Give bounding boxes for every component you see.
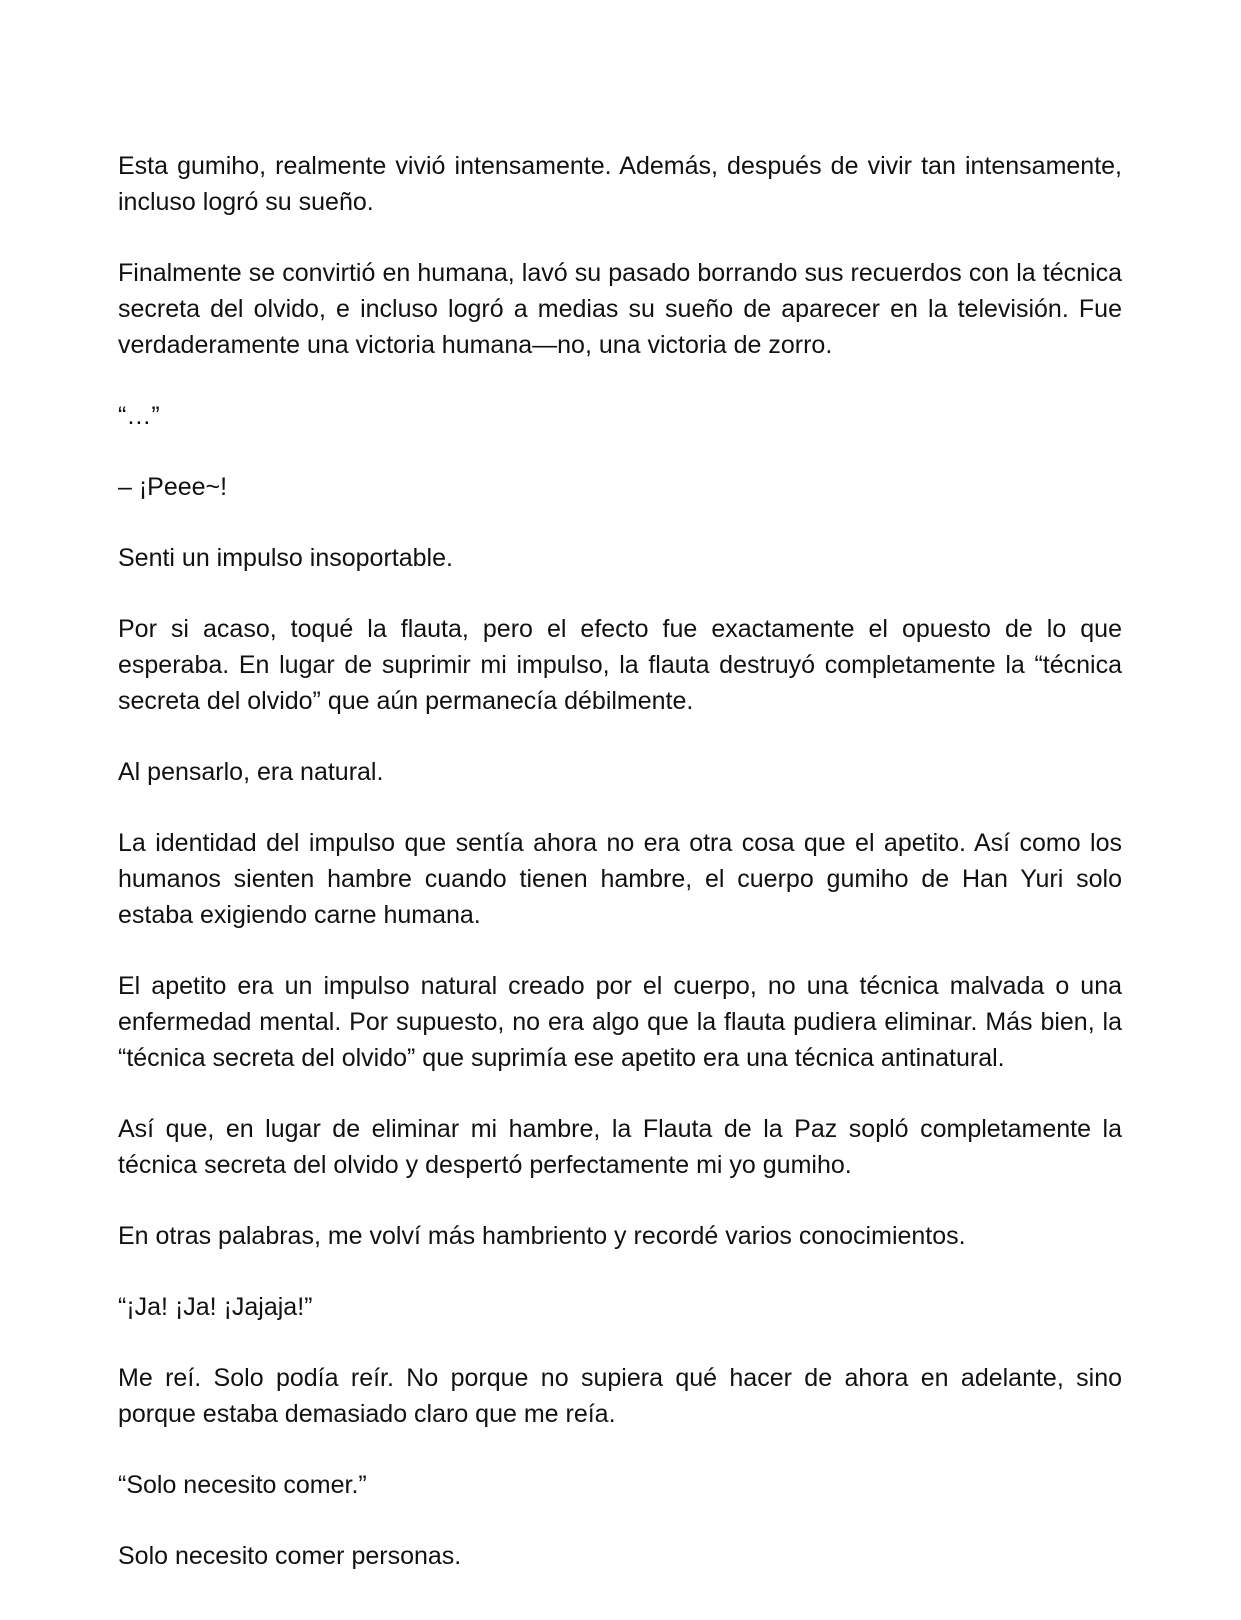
paragraph-12: “¡Ja! ¡Ja! ¡Jajaja!”: [118, 1293, 313, 1321]
paragraph-11: En otras palabras, me volví más hambriento y recordé varios conocimientos.: [118, 1222, 966, 1250]
paragraph-14: “Solo necesito comer.”: [118, 1471, 367, 1499]
paragraph-3: “…”: [118, 402, 160, 430]
paragraph-1: Esta gumiho, realmente vivió intensamente. Además, después de vivir tan intensamente, incluso logró su sueño.: [118, 152, 1122, 216]
paragraph-5: Senti un impulso insoportable.: [118, 544, 453, 572]
paragraph-9: El apetito era un impulso natural creado por el cuerpo, no una técnica malvada o una enfermedad mental. Por supuesto, no era algo que la flauta pudiera eliminar. Más bien, la “técnica secreta del olvido” que suprimía ese apetito era una técnica antinatural.: [118, 972, 1122, 1072]
paragraph-2: Finalmente se convirtió en humana, lavó su pasado borrando sus recuerdos con la técnica secreta del olvido, e incluso logró a medias su sueño de aparecer en la televisión. Fue verdaderamente una victoria humana—no, una victoria de zorro.: [118, 259, 1122, 359]
paragraph-8: La identidad del impulso que sentía ahora no era otra cosa que el apetito. Así como los humanos sienten hambre cuando tienen hambre, el cuerpo gumiho de Han Yuri solo estaba exigiendo carne humana.: [118, 829, 1122, 929]
paragraph-4: – ¡Peee~!: [118, 473, 228, 501]
paragraph-6: Por si acaso, toqué la flauta, pero el efecto fue exactamente el opuesto de lo que esperaba. En lugar de suprimir mi impulso, la flauta destruyó completamente la “técnica secreta del olvido” que aún permanecía débilmente.: [118, 615, 1122, 715]
paragraph-7: Al pensarlo, era natural.: [118, 758, 384, 786]
paragraph-10: Así que, en lugar de eliminar mi hambre, la Flauta de la Paz sopló completamente la técnica secreta del olvido y despertó perfectamente mi yo gumiho.: [118, 1115, 1122, 1179]
document-body: [118, 148, 1122, 1574]
paragraph-15: Solo necesito comer personas.: [118, 1542, 462, 1570]
paragraph-13: Me reí. Solo podía reír. No porque no supiera qué hacer de ahora en adelante, sino porque estaba demasiado claro que me reía.: [118, 1364, 1122, 1428]
